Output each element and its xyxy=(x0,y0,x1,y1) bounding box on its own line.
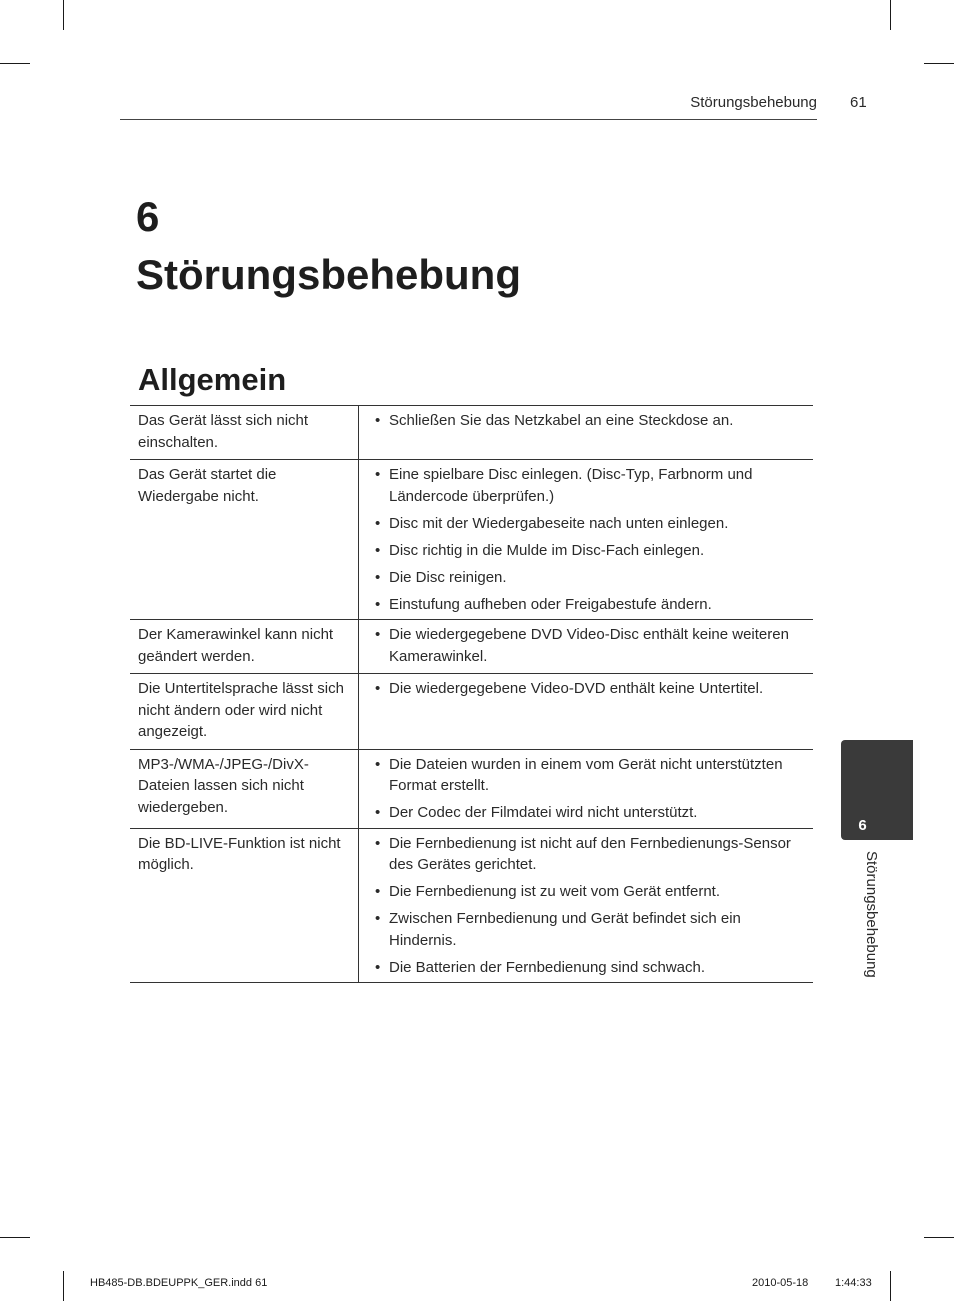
crop-mark xyxy=(63,0,64,30)
page-number: 61 xyxy=(850,94,867,111)
solutions-cell xyxy=(359,620,814,674)
section-title: Allgemein xyxy=(138,362,287,397)
solution-item xyxy=(367,594,805,616)
solution-item xyxy=(367,957,805,979)
solution-text: Die Disc reinigen. xyxy=(389,568,507,586)
solution-text: Die Batterien der Fernbedienung sind schwach. xyxy=(389,958,706,976)
solution-item xyxy=(367,567,805,589)
bullet-icon: • xyxy=(375,595,381,613)
solution-item xyxy=(367,410,805,432)
bullet-icon: • xyxy=(375,910,381,927)
table-row xyxy=(130,620,813,674)
solution-item xyxy=(367,908,805,951)
solution-text: Die wiedergegebene Video-DVD enthält keine Untertitel. xyxy=(389,680,764,697)
solution-item xyxy=(367,464,805,507)
crop-mark xyxy=(63,1271,64,1301)
troubleshooting-table xyxy=(130,405,813,983)
footer-date: 2010-05-18 xyxy=(752,1277,809,1289)
side-tab-label: Störungsbehebung xyxy=(863,851,880,978)
solution-text: Die wiedergegebene DVD Video-Disc enthält keine weiteren Kamerawinkel. xyxy=(389,626,789,665)
solutions-cell xyxy=(359,460,814,620)
problem-cell: Die BD-LIVE-Funktion ist nicht möglich. xyxy=(130,828,359,983)
side-tab-number: 6 xyxy=(858,817,867,834)
solution-text: Die Dateien wurden in einem vom Gerät nicht unterstützten Format erstellt. xyxy=(389,755,783,794)
crop-mark xyxy=(924,1237,954,1238)
table-row xyxy=(130,674,813,750)
solutions-cell xyxy=(359,828,814,983)
solution-item xyxy=(367,513,805,535)
chapter-title: Störungsbehebung xyxy=(136,251,521,298)
problem-cell: Das Gerät lässt sich nicht einschalten. xyxy=(130,406,359,460)
bullet-icon: • xyxy=(375,958,381,976)
bullet-icon: • xyxy=(375,834,381,852)
chapter-number: 6 xyxy=(136,193,160,240)
solution-text: Schließen Sie das Netzkabel an eine Steckdose an. xyxy=(389,412,734,429)
solution-text: Die Fernbedienung ist nicht auf den Fernbedienungs-Sensor des Gerätes gerichtet. xyxy=(389,834,791,873)
bullet-icon: • xyxy=(375,755,381,773)
solutions-cell xyxy=(359,674,814,750)
solution-item xyxy=(367,624,805,667)
solution-text: Die Fernbedienung ist zu weit vom Gerät entfernt. xyxy=(389,883,720,900)
table-row xyxy=(130,460,813,620)
bullet-icon: • xyxy=(375,626,381,643)
solution-item xyxy=(367,833,805,876)
crop-mark xyxy=(924,63,954,64)
bullet-icon: • xyxy=(375,514,381,532)
header-rule xyxy=(120,119,817,120)
problem-cell: MP3-/WMA-/JPEG-/DivX-Dateien lassen sich nicht wiedergeben. xyxy=(130,749,359,828)
crop-mark xyxy=(0,1237,30,1238)
solution-text: Eine spielbare Disc einlegen. (Disc-Typ, Farbnorm und Ländercode überprüfen.) xyxy=(389,466,753,505)
solution-item xyxy=(367,754,805,797)
crop-mark xyxy=(890,0,891,30)
solution-text: Der Codec der Filmdatei wird nicht unterstützt. xyxy=(389,804,698,821)
bullet-icon: • xyxy=(375,541,381,559)
solution-item xyxy=(367,540,805,562)
chapter-side-tab xyxy=(841,740,913,840)
table-row xyxy=(130,828,813,983)
bullet-icon: • xyxy=(375,466,381,483)
solutions-cell xyxy=(359,749,814,828)
solution-item xyxy=(367,678,805,700)
problem-cell: Die Untertitelsprache lässt sich nicht ändern oder wird nicht angezeigt. xyxy=(130,674,359,750)
bullet-icon: • xyxy=(375,883,381,900)
solutions-cell xyxy=(359,406,814,460)
bullet-icon: • xyxy=(375,804,381,821)
crop-mark xyxy=(0,63,30,64)
solution-item xyxy=(367,881,805,903)
footer-time: 1:44:33 xyxy=(835,1277,872,1289)
solution-text: Disc richtig in die Mulde im Disc-Fach einlegen. xyxy=(389,541,705,559)
bullet-icon: • xyxy=(375,412,381,429)
bullet-icon: • xyxy=(375,568,381,586)
table-row xyxy=(130,749,813,828)
bullet-icon: • xyxy=(375,680,381,697)
running-header-title: Störungsbehebung xyxy=(690,94,817,111)
solution-text: Disc mit der Wiedergabeseite nach unten einlegen. xyxy=(389,514,729,532)
problem-cell: Das Gerät startet die Wiedergabe nicht. xyxy=(130,460,359,620)
solution-text: Einstufung aufheben oder Freigabestufe ändern. xyxy=(389,595,712,613)
solution-item xyxy=(367,802,805,824)
footer-file-label: HB485-DB.BDEUPPK_GER.indd 61 xyxy=(90,1277,268,1289)
crop-mark xyxy=(890,1271,891,1301)
solution-text: Zwischen Fernbedienung und Gerät befindet sich ein Hindernis. xyxy=(389,910,741,949)
problem-cell: Der Kamerawinkel kann nicht geändert werden. xyxy=(130,620,359,674)
table-row xyxy=(130,406,813,460)
